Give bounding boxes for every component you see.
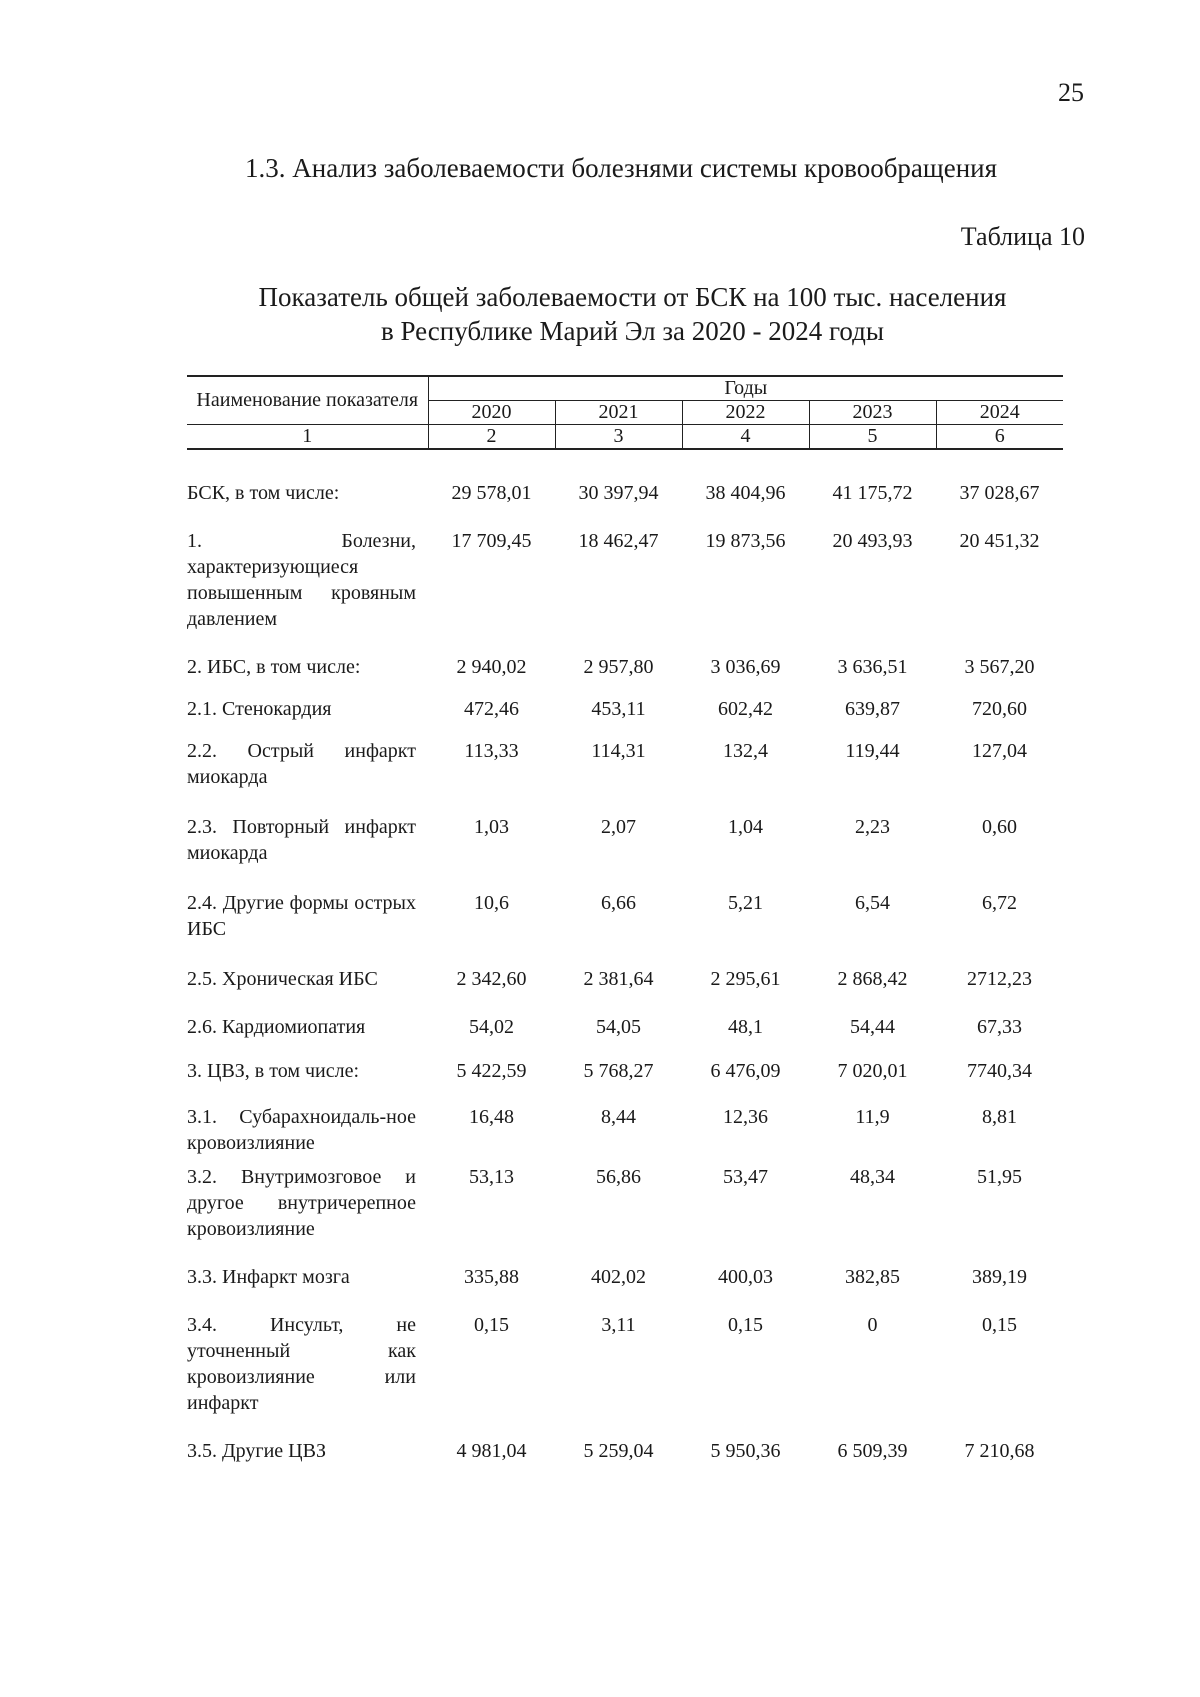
header-year: 2024 bbox=[936, 401, 1063, 425]
value-cell-2021: 8,44 bbox=[601, 1106, 636, 1128]
row-spacer bbox=[187, 632, 1063, 654]
caption-line-2: в Республике Марий Эл за 2020 - 2024 годы bbox=[380, 316, 885, 346]
row-spacer-cell bbox=[187, 1242, 1063, 1264]
row-spacer-cell bbox=[187, 632, 1063, 654]
table-label: Таблица 10 bbox=[960, 222, 1085, 251]
table-row bbox=[187, 814, 1063, 866]
table-caption bbox=[190, 280, 1075, 348]
indicator-name: 2.1. Стенокардия bbox=[187, 698, 332, 720]
table-row bbox=[187, 1058, 1063, 1084]
value-cell-2021: 2 957,80 bbox=[583, 656, 654, 678]
column-number: 1 bbox=[187, 425, 428, 450]
row-spacer bbox=[187, 506, 1063, 528]
row-spacer bbox=[187, 722, 1063, 738]
indicator-name: 3.4. Инсульт, не уточненный как кровоизлияние или инфаркт bbox=[187, 1314, 416, 1414]
table-row bbox=[187, 480, 1063, 506]
row-spacer-cell bbox=[187, 449, 1063, 480]
value-cell-2023: 41 175,72 bbox=[832, 482, 913, 504]
value-cell-2022: 48,1 bbox=[728, 1016, 763, 1038]
value-cell-2020: 2 940,02 bbox=[456, 656, 527, 678]
value-cell-2024: 8,81 bbox=[982, 1106, 1018, 1128]
column-number: 3 bbox=[555, 425, 682, 450]
table-row bbox=[187, 528, 1063, 632]
value-cell-2020: 5 422,59 bbox=[456, 1060, 527, 1082]
value-cell-2023: 639,87 bbox=[845, 698, 900, 720]
value-cell-2023: 6 509,39 bbox=[837, 1440, 908, 1462]
indicator-name: 2.4. Другие формы острых ИБС bbox=[187, 892, 416, 940]
header-year: 2023 bbox=[809, 401, 936, 425]
value-cell-2023: 6,54 bbox=[855, 892, 890, 914]
value-cell-2022: 2 295,61 bbox=[710, 968, 781, 990]
caption-line-1: Показатель общей заболеваемости от БСК на 100 тыс. населения bbox=[258, 282, 1007, 312]
value-cell-2023: 2,23 bbox=[855, 816, 890, 838]
row-spacer-cell bbox=[187, 1156, 1063, 1164]
value-cell-2024: 2712,23 bbox=[967, 968, 1033, 990]
row-spacer-cell bbox=[187, 1084, 1063, 1104]
value-cell-2023: 11,9 bbox=[855, 1106, 890, 1128]
value-cell-2024: 20 451,32 bbox=[959, 530, 1040, 552]
page-number: 25 bbox=[1058, 78, 1084, 107]
value-cell-2022: 3 036,69 bbox=[710, 656, 781, 678]
value-cell-2023: 3 636,51 bbox=[837, 656, 908, 678]
value-cell-2022: 5,21 bbox=[728, 892, 763, 914]
indicator-name: 3.2. Внутримозговое и другое внутричерепное кровоизлияние bbox=[187, 1166, 416, 1240]
value-cell-2020: 17 709,45 bbox=[451, 530, 532, 552]
column-number: 6 bbox=[936, 425, 1063, 450]
header-year: 2022 bbox=[682, 401, 809, 425]
value-cell-2023: 0 bbox=[867, 1314, 878, 1336]
indicator-name: БСК, в том числе: bbox=[187, 482, 340, 504]
row-spacer-cell bbox=[187, 1416, 1063, 1438]
value-cell-2020: 0,15 bbox=[474, 1314, 509, 1336]
column-number: 2 bbox=[428, 425, 555, 450]
value-cell-2024: 6,72 bbox=[982, 892, 1018, 914]
value-cell-2021: 453,11 bbox=[591, 698, 646, 720]
value-cell-2023: 48,34 bbox=[850, 1166, 895, 1188]
row-spacer bbox=[187, 1242, 1063, 1264]
value-cell-2022: 5 950,36 bbox=[710, 1440, 781, 1462]
indicator-name: 2.5. Хроническая ИБС bbox=[187, 968, 378, 990]
indicator-name: 3.3. Инфаркт мозга bbox=[187, 1266, 350, 1288]
table-row bbox=[187, 1014, 1063, 1040]
value-cell-2021: 114,31 bbox=[591, 740, 646, 762]
row-spacer bbox=[187, 1156, 1063, 1164]
value-cell-2024: 720,60 bbox=[972, 698, 1028, 720]
table-row bbox=[187, 890, 1063, 942]
row-spacer-cell bbox=[187, 790, 1063, 814]
value-cell-2020: 472,46 bbox=[464, 698, 519, 720]
indicator-name: 3. ЦВЗ, в том числе: bbox=[187, 1060, 360, 1082]
section-title: 1.3. Анализ заболеваемости болезнями системы кровообращения bbox=[245, 153, 998, 183]
value-cell-2020: 53,13 bbox=[469, 1166, 514, 1188]
value-cell-2020: 113,33 bbox=[464, 740, 519, 762]
value-cell-2024: 7740,34 bbox=[967, 1060, 1033, 1082]
value-cell-2021: 2,07 bbox=[601, 816, 636, 838]
table-row bbox=[187, 1104, 1063, 1156]
column-number: 5 bbox=[809, 425, 936, 450]
value-cell-2020: 2 342,60 bbox=[456, 968, 527, 990]
row-spacer bbox=[187, 1290, 1063, 1312]
row-spacer-cell bbox=[187, 942, 1063, 966]
table-row bbox=[187, 1264, 1063, 1290]
value-cell-2023: 119,44 bbox=[845, 740, 900, 762]
value-cell-2020: 54,02 bbox=[469, 1016, 514, 1038]
row-spacer bbox=[187, 1040, 1063, 1058]
indicator-name: 2.3. Повторный инфаркт миокарда bbox=[187, 816, 416, 864]
table-row bbox=[187, 696, 1063, 722]
value-cell-2021: 54,05 bbox=[596, 1016, 641, 1038]
value-cell-2023: 7 020,01 bbox=[837, 1060, 908, 1082]
row-spacer bbox=[187, 449, 1063, 480]
indicator-name: 2.2. Острый инфаркт миокарда bbox=[187, 740, 416, 788]
value-cell-2024: 37 028,67 bbox=[959, 482, 1040, 504]
row-spacer-cell bbox=[187, 866, 1063, 890]
table-row bbox=[187, 1164, 1063, 1242]
row-spacer-cell bbox=[187, 680, 1063, 696]
value-cell-2022: 400,03 bbox=[718, 1266, 773, 1288]
table-row bbox=[187, 1312, 1063, 1416]
value-cell-2024: 0,15 bbox=[982, 1314, 1018, 1336]
table-row bbox=[187, 1438, 1063, 1464]
table-row bbox=[187, 654, 1063, 680]
indicator-name: 3.1. Субарахноидаль-ное кровоизлияние bbox=[187, 1106, 416, 1154]
value-cell-2023: 2 868,42 bbox=[837, 968, 908, 990]
row-spacer bbox=[187, 992, 1063, 1014]
header-year: 2020 bbox=[428, 401, 555, 425]
indicator-name: 1. Болезни, характеризующиеся повышенным кровяным давлением bbox=[187, 530, 416, 630]
header-year: 2021 bbox=[555, 401, 682, 425]
indicator-name: 3.5. Другие ЦВЗ bbox=[187, 1440, 326, 1462]
value-cell-2023: 54,44 bbox=[850, 1016, 895, 1038]
value-cell-2021: 402,02 bbox=[591, 1266, 646, 1288]
row-spacer bbox=[187, 942, 1063, 966]
value-cell-2022: 53,47 bbox=[723, 1166, 768, 1188]
value-cell-2021: 56,86 bbox=[596, 1166, 641, 1188]
value-cell-2022: 38 404,96 bbox=[705, 482, 786, 504]
table-body bbox=[187, 449, 1063, 1464]
value-cell-2020: 10,6 bbox=[474, 892, 509, 914]
row-spacer bbox=[187, 866, 1063, 890]
value-cell-2024: 0,60 bbox=[982, 816, 1018, 838]
value-cell-2024: 3 567,20 bbox=[964, 656, 1035, 678]
value-cell-2022: 1,04 bbox=[728, 816, 763, 838]
row-spacer-cell bbox=[187, 506, 1063, 528]
value-cell-2024: 7 210,68 bbox=[964, 1440, 1035, 1462]
value-cell-2020: 1,03 bbox=[474, 816, 509, 838]
value-cell-2023: 20 493,93 bbox=[832, 530, 913, 552]
value-cell-2021: 30 397,94 bbox=[578, 482, 659, 504]
column-number: 4 bbox=[682, 425, 809, 450]
row-spacer bbox=[187, 1416, 1063, 1438]
value-cell-2022: 12,36 bbox=[723, 1106, 768, 1128]
indicator-name: 2.6. Кардиомиопатия bbox=[187, 1016, 366, 1038]
row-spacer bbox=[187, 680, 1063, 696]
header-indicator-name: Наименование показателя bbox=[187, 376, 428, 425]
value-cell-2023: 382,85 bbox=[845, 1266, 900, 1288]
row-spacer bbox=[187, 1084, 1063, 1104]
value-cell-2020: 29 578,01 bbox=[451, 482, 532, 504]
value-cell-2022: 0,15 bbox=[728, 1314, 763, 1336]
value-cell-2022: 602,42 bbox=[718, 698, 773, 720]
row-spacer-cell bbox=[187, 722, 1063, 738]
value-cell-2020: 16,48 bbox=[469, 1106, 514, 1128]
value-cell-2021: 6,66 bbox=[601, 892, 636, 914]
value-cell-2022: 6 476,09 bbox=[710, 1060, 781, 1082]
value-cell-2024: 51,95 bbox=[977, 1166, 1023, 1188]
value-cell-2024: 67,33 bbox=[977, 1016, 1023, 1038]
row-spacer-cell bbox=[187, 1040, 1063, 1058]
morbidity-table bbox=[187, 375, 1063, 1464]
value-cell-2024: 389,19 bbox=[972, 1266, 1028, 1288]
header-years: Годы bbox=[428, 376, 1063, 401]
table-row bbox=[187, 966, 1063, 992]
value-cell-2020: 335,88 bbox=[464, 1266, 519, 1288]
value-cell-2024: 127,04 bbox=[972, 740, 1028, 762]
table-row bbox=[187, 738, 1063, 790]
value-cell-2021: 5 768,27 bbox=[583, 1060, 654, 1082]
value-cell-2022: 132,4 bbox=[723, 740, 768, 762]
row-spacer bbox=[187, 790, 1063, 814]
value-cell-2022: 19 873,56 bbox=[705, 530, 786, 552]
value-cell-2021: 5 259,04 bbox=[583, 1440, 654, 1462]
value-cell-2021: 18 462,47 bbox=[578, 530, 659, 552]
value-cell-2021: 3,11 bbox=[601, 1314, 636, 1336]
row-spacer-cell bbox=[187, 1290, 1063, 1312]
row-spacer-cell bbox=[187, 992, 1063, 1014]
indicator-name: 2. ИБС, в том числе: bbox=[187, 656, 361, 678]
value-cell-2021: 2 381,64 bbox=[583, 968, 654, 990]
value-cell-2020: 4 981,04 bbox=[456, 1440, 527, 1462]
